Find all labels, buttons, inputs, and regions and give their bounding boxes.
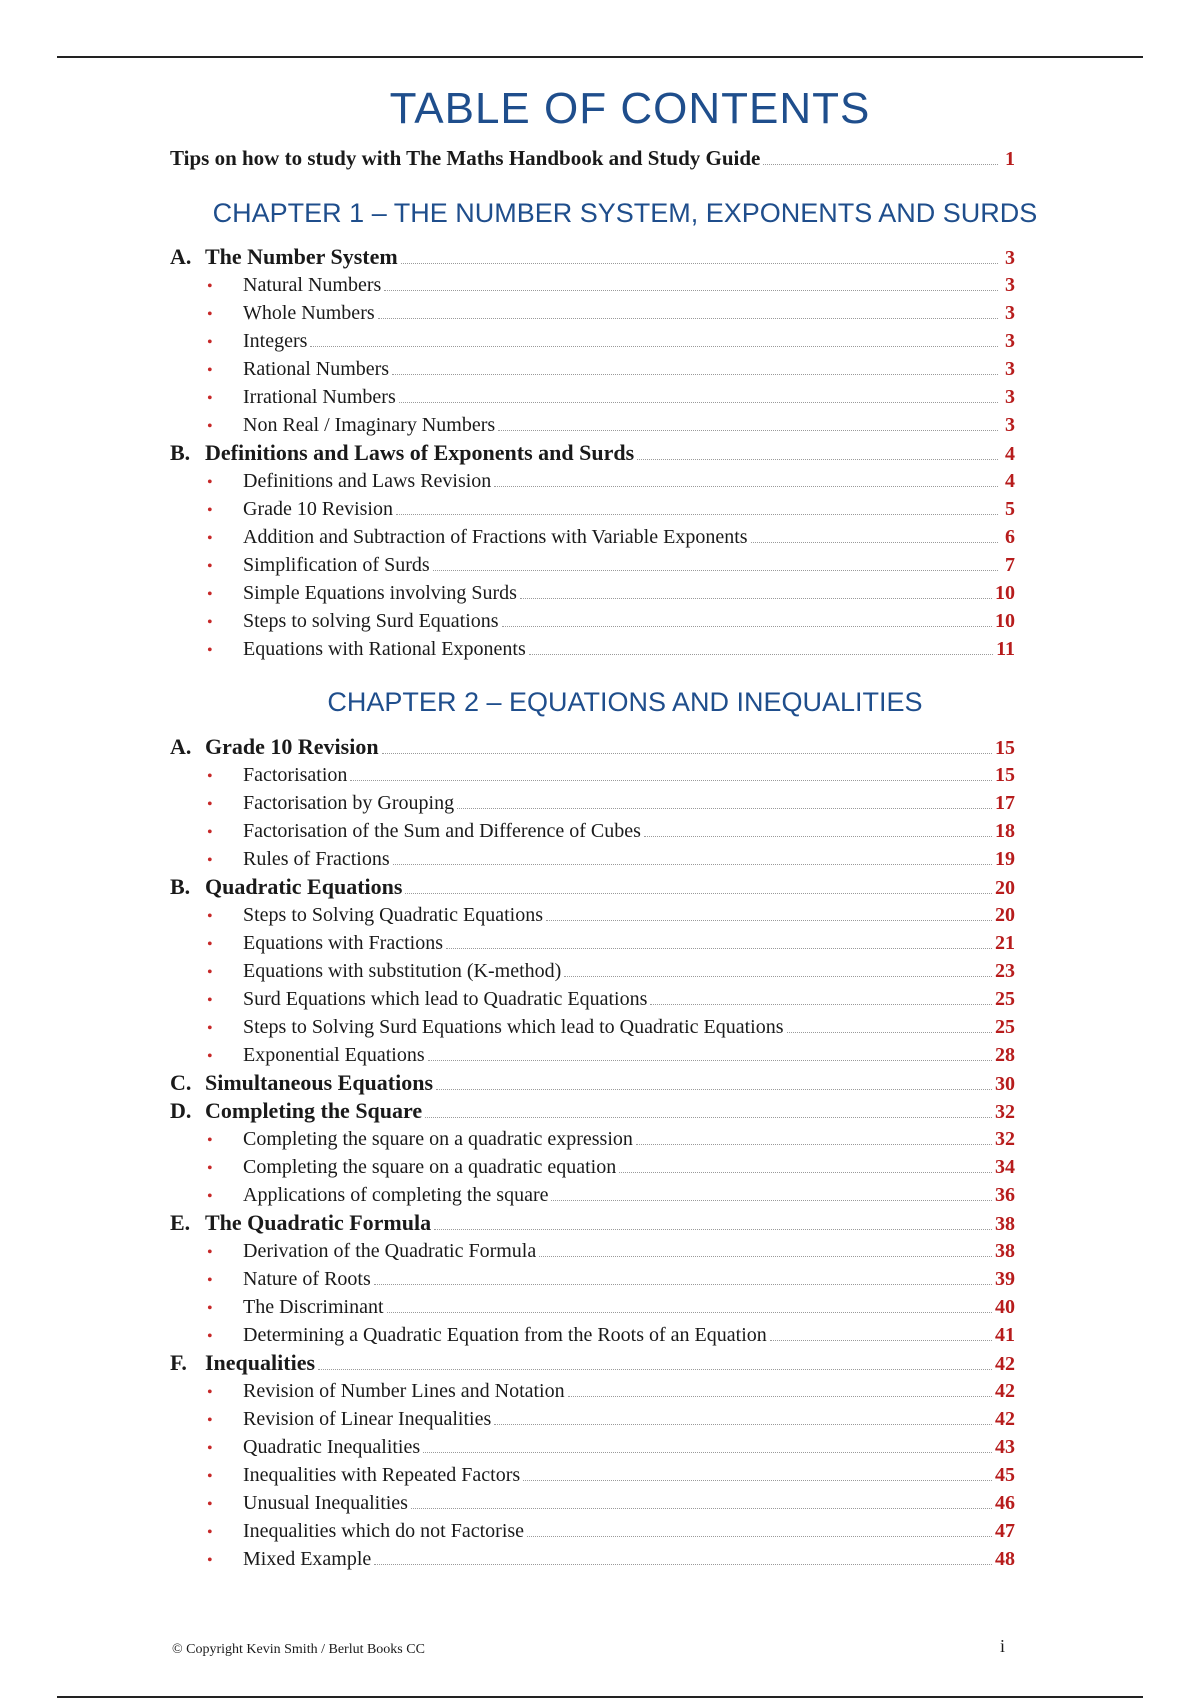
tip-text: Tips on how to study with The Maths Handbook and Study Guide [170,146,761,170]
bullet-icon: • [207,1468,213,1485]
entry-page-number: 43 [995,1436,1015,1458]
entry-page-number: 7 [1005,554,1015,576]
toc-subsection-entry[interactable] [170,579,1015,607]
entry-page-number: 3 [1005,247,1015,269]
toc-subsection-entry[interactable] [170,1545,1015,1573]
toc-section-entry[interactable] [170,439,1015,467]
bullet-icon: • [207,278,213,295]
bullet-icon: • [207,1272,213,1289]
entry-page-number: 41 [995,1324,1015,1346]
toc-subsection-entry[interactable] [170,789,1015,817]
toc-subsection-entry[interactable] [170,1293,1015,1321]
toc-subsection-entry[interactable] [170,761,1015,789]
entry-page-number: 42 [995,1380,1015,1402]
entry-page-number: 39 [995,1268,1015,1290]
entry-page-number: 15 [995,737,1015,759]
entry-page-number: 34 [995,1156,1015,1178]
leader-dots [527,1535,992,1537]
toc-subsection-entry[interactable] [170,1265,1015,1293]
bullet-icon: • [207,1496,213,1513]
leader-dots [564,975,992,977]
entry-page-number: 28 [995,1044,1015,1066]
entry-page-number: 3 [1005,302,1015,324]
entry-title: Completing the square on a quadratic expression [243,1128,633,1150]
leader-dots [434,1228,992,1230]
toc-subsection-entry[interactable] [170,985,1015,1013]
toc-section-entry[interactable] [170,1069,1015,1097]
entry-page-number: 3 [1005,386,1015,408]
entry-page-number: 18 [995,820,1015,842]
leader-dots [619,1171,992,1173]
toc-subsection-entry[interactable] [170,1433,1015,1461]
bullet-icon: • [207,1048,213,1065]
bullet-icon: • [207,390,213,407]
leader-dots [637,458,998,460]
bullet-icon: • [207,502,213,519]
bullet-icon: • [207,1300,213,1317]
leader-dots [378,317,998,319]
entry-title: Equations with Fractions [243,932,443,954]
toc-section-entry[interactable] [170,733,1015,761]
bullet-icon: • [207,1132,213,1149]
entry-title: Addition and Subtraction of Fractions with Variable Exponents [243,526,748,548]
leader-dots [399,401,998,403]
bullet-icon: • [207,964,213,981]
bullet-icon: • [207,614,213,631]
entry-page-number: 4 [1005,443,1015,465]
leader-dots [568,1395,992,1397]
toc-subsection-entry[interactable] [170,327,1015,355]
entry-page-number: 3 [1005,274,1015,296]
entry-title: Steps to Solving Surd Equations which lead to Quadratic Equations [243,1016,784,1038]
bullet-icon: • [207,1412,213,1429]
bullet-icon: • [207,1160,213,1177]
entry-page-number: 11 [996,638,1015,660]
toc-subsection-entry[interactable] [170,355,1015,383]
entry-page-number: 25 [995,1016,1015,1038]
bullet-icon: • [207,306,213,323]
entry-title: Steps to solving Surd Equations [243,610,499,632]
entry-title: Determining a Quadratic Equation from the Roots of an Equation [243,1324,767,1346]
bullet-icon: • [207,642,213,659]
bullet-icon: • [207,1020,213,1037]
entry-title: Inequalities [205,1350,316,1375]
toc-subsection-entry[interactable] [170,957,1015,985]
toc-subsection-entry[interactable] [170,1489,1015,1517]
chapter-1-entries [170,243,1015,663]
bullet-icon: • [207,586,213,603]
bullet-icon: • [207,1328,213,1345]
entry-title: The Quadratic Formula [205,1210,432,1235]
entry-page-number: 45 [995,1464,1015,1486]
leader-dots [539,1255,992,1257]
section-letter: C. [170,1070,192,1095]
toc-subsection-entry[interactable] [170,817,1015,845]
bullet-icon: • [207,796,213,813]
toc-subsection-entry[interactable] [170,467,1015,495]
page-title: TABLE OF CONTENTS [389,84,871,133]
entry-title: Inequalities with Repeated Factors [243,1464,521,1486]
leader-dots [428,1059,992,1061]
toc-subsection-entry[interactable] [170,1125,1015,1153]
leader-dots [318,1368,992,1370]
entry-page-number: 40 [995,1296,1015,1318]
toc-subsection-entry[interactable] [170,411,1015,439]
leader-dots [446,947,992,949]
toc-subsection-entry[interactable] [170,635,1015,663]
section-letter: A. [170,734,192,759]
bullet-icon: • [207,936,213,953]
entry-page-number: 10 [995,582,1015,604]
section-letter: B. [170,874,191,899]
leader-dots [384,289,998,291]
leader-dots [498,429,998,431]
toc-subsection-entry[interactable] [170,551,1015,579]
entry-title: Definitions and Laws Revision [243,470,492,492]
leader-dots [520,597,992,599]
entry-page-number: 32 [995,1128,1015,1150]
toc-section-entry[interactable] [170,1209,1015,1237]
leader-dots [433,569,998,571]
entry-page-number: 32 [995,1101,1015,1123]
entry-title: Simplification of Surds [243,554,430,576]
section-letter: E. [170,1210,191,1235]
entry-title: Inequalities which do not Factorise [243,1520,525,1542]
footer-copyright: © Copyright Kevin Smith / Berlut Books CC [172,1642,425,1657]
bullet-icon: • [207,824,213,841]
entry-title: Rules of Fractions [243,848,390,870]
leader-dots [411,1507,992,1509]
chapter-2-heading: CHAPTER 2 – EQUATIONS AND INEQUALITIES [327,687,923,717]
toc-subsection-entry[interactable] [170,495,1015,523]
toc-subsection-entry[interactable] [170,1153,1015,1181]
toc-subsection-entry[interactable] [170,607,1015,635]
entry-title: Steps to Solving Quadratic Equations [243,904,543,926]
leader-dots [644,835,992,837]
section-letter: F. [170,1350,187,1375]
toc-subsection-entry[interactable] [170,1461,1015,1489]
entry-page-number: 3 [1005,414,1015,436]
leader-dots [494,485,998,487]
toc-subsection-entry[interactable] [170,1321,1015,1349]
toc-section-entry[interactable] [170,243,1015,271]
bullet-icon: • [207,1244,213,1261]
entry-title: Irrational Numbers [243,386,396,408]
entry-title: Whole Numbers [243,302,375,324]
leader-dots [494,1423,992,1425]
leader-dots [502,625,992,627]
entry-page-number: 38 [995,1240,1015,1262]
toc-subsection-entry[interactable] [170,845,1015,873]
toc-section-entry[interactable] [170,873,1015,901]
bullet-icon: • [207,1384,213,1401]
bullet-icon: • [207,1188,213,1205]
entry-title: Factorisation by Grouping [243,792,455,814]
entry-title: Equations with substitution (K-method) [243,960,562,982]
chapter-2-entries [170,733,1015,1573]
entry-title: Simple Equations involving Surds [243,582,517,604]
entry-page-number: 25 [995,988,1015,1010]
bullet-icon: • [207,852,213,869]
entry-page-number: 23 [995,960,1015,982]
entry-title: The Number System [205,244,398,269]
entry-page-number: 5 [1005,498,1015,520]
leader-dots [787,1031,993,1033]
entry-title: Derivation of the Quadratic Formula [243,1240,537,1262]
leader-dots [425,1116,992,1118]
toc-subsection-entry[interactable] [170,1013,1015,1041]
bullet-icon: • [207,334,213,351]
entry-page-number: 3 [1005,330,1015,352]
section-letter: D. [170,1098,192,1123]
leader-dots [387,1311,992,1313]
entry-page-number: 46 [995,1492,1015,1514]
leader-dots [396,513,998,515]
entry-title: Grade 10 Revision [243,498,393,520]
leader-dots [401,262,998,264]
entry-title: Grade 10 Revision [205,734,379,759]
leader-dots [529,653,993,655]
tip-page-number: 1 [1005,148,1015,170]
entry-title: Exponential Equations [243,1044,425,1066]
entry-title: Factorisation of the Sum and Difference of Cubes [243,820,641,842]
entry-page-number: 3 [1005,358,1015,380]
bullet-icon: • [207,908,213,925]
leader-dots [382,752,992,754]
leader-dots [350,779,992,781]
toc-section-entry[interactable] [170,1349,1015,1377]
leader-dots [423,1451,992,1453]
bullet-icon: • [207,418,213,435]
bullet-icon: • [207,1524,213,1541]
toc-subsection-entry[interactable] [170,383,1015,411]
toc-subsection-entry[interactable] [170,299,1015,327]
entry-page-number: 19 [995,848,1015,870]
entry-page-number: 20 [995,877,1015,899]
section-letter: B. [170,440,191,465]
entry-title: Rational Numbers [243,358,390,380]
entry-page-number: 36 [995,1184,1015,1206]
leader-dots [405,892,992,894]
entry-title: Natural Numbers [243,274,382,296]
toc-subsection-entry[interactable] [170,1237,1015,1265]
entry-title: Factorisation [243,764,348,786]
leader-dots [636,1143,992,1145]
toc-subsection-entry[interactable] [170,929,1015,957]
toc-subsection-entry[interactable] [170,1181,1015,1209]
toc-subsection-entry[interactable] [170,271,1015,299]
bullet-icon: • [207,474,213,491]
entry-title: Simultaneous Equations [205,1070,434,1095]
entry-title: Revision of Number Lines and Notation [243,1380,565,1402]
entry-page-number: 47 [995,1520,1015,1542]
top-rule [57,56,1143,58]
chapter-1-heading: CHAPTER 1 – THE NUMBER SYSTEM, EXPONENTS AND SURDS [212,198,1038,228]
entry-page-number: 10 [995,610,1015,632]
leader-dots [751,541,998,543]
entry-title: Nature of Roots [243,1268,371,1290]
leader-dots [392,373,998,375]
entry-page-number: 42 [995,1408,1015,1430]
bullet-icon: • [207,992,213,1009]
bullet-icon: • [207,1552,213,1569]
entry-title: The Discriminant [243,1296,384,1318]
entry-page-number: 17 [995,792,1015,814]
entry-title: Unusual Inequalities [243,1492,408,1514]
toc-subsection-entry[interactable] [170,1517,1015,1545]
leader-dots [374,1563,992,1565]
entry-title: Completing the square on a quadratic equation [243,1156,617,1178]
bullet-icon: • [207,768,213,785]
entry-page-number: 20 [995,904,1015,926]
leader-dots [551,1199,992,1201]
entry-title: Mixed Example [243,1548,372,1570]
leader-dots [436,1088,992,1090]
leader-dots [374,1283,992,1285]
entry-title: Revision of Linear Inequalities [243,1408,492,1430]
toc-subsection-entry[interactable] [170,523,1015,551]
bullet-icon: • [207,1440,213,1457]
entry-page-number: 4 [1005,470,1015,492]
leader-dots [523,1479,992,1481]
entry-title: Quadratic Inequalities [243,1436,421,1458]
toc-subsection-entry[interactable] [170,1041,1015,1069]
entry-title: Completing the Square [205,1098,423,1123]
entry-title: Non Real / Imaginary Numbers [243,414,496,436]
entry-page-number: 15 [995,764,1015,786]
toc-subsection-entry[interactable] [170,1405,1015,1433]
section-letter: A. [170,244,192,269]
entry-title: Definitions and Laws of Exponents and Surds [205,440,635,465]
entry-title: Quadratic Equations [205,874,403,899]
bottom-rule [57,1696,1143,1698]
entry-title: Equations with Rational Exponents [243,638,526,660]
entry-page-number: 48 [995,1548,1015,1570]
bullet-icon: • [207,558,213,575]
entry-page-number: 42 [995,1353,1015,1375]
leader-dots [650,1003,992,1005]
leader-dots [763,163,998,165]
leader-dots [546,919,992,921]
entry-title: Surd Equations which lead to Quadratic Equations [243,988,648,1010]
entry-title: Integers [243,330,308,352]
entry-title: Applications of completing the square [243,1184,549,1206]
entry-page-number: 38 [995,1213,1015,1235]
toc-subsection-entry[interactable] [170,901,1015,929]
entry-page-number: 30 [995,1073,1015,1095]
footer-page-number: i [1000,1636,1006,1656]
toc-subsection-entry[interactable] [170,1377,1015,1405]
leader-dots [310,345,998,347]
bullet-icon: • [207,362,213,379]
bullet-icon: • [207,530,213,547]
entry-page-number: 21 [995,932,1015,954]
leader-dots [770,1339,992,1341]
leader-dots [457,807,992,809]
entry-page-number: 6 [1005,526,1015,548]
toc-section-entry[interactable] [170,1097,1015,1125]
tip-entry[interactable] [170,144,1015,172]
leader-dots [393,863,992,865]
